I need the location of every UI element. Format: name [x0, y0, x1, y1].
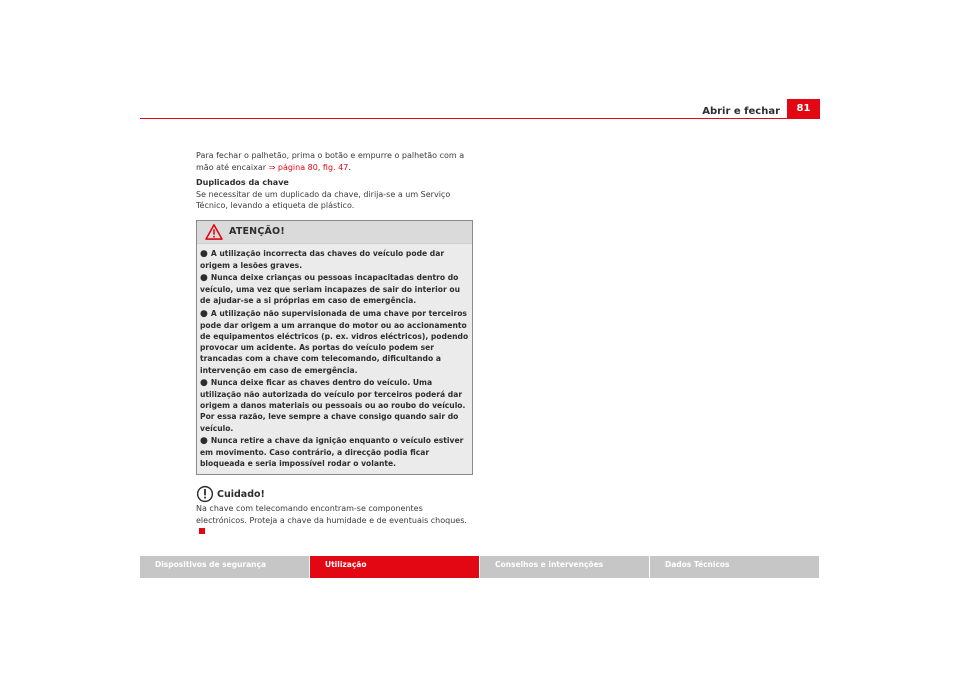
exclamation-circle-icon	[196, 485, 214, 503]
warning-item: ● Nunca deixe crianças ou pessoas incapacitadas dentro do veículo, uma vez que seriam incapazes de sair do interior ou de ajudar-se a si próprias em caso de emergência.	[200, 272, 461, 306]
footer-tab-tips[interactable]: Conselhos e intervenções	[480, 556, 649, 578]
caution-section	[196, 485, 473, 538]
bullet-icon: ●	[200, 308, 208, 319]
content-column	[196, 150, 473, 542]
intro-end: .	[348, 162, 351, 172]
bullet-icon: ●	[200, 272, 208, 283]
footer-tab-technical-data[interactable]: Dados Técnicos	[650, 556, 819, 578]
page-header-title: Abrir e fechar	[702, 106, 780, 117]
bullet-icon: ●	[200, 248, 208, 259]
caution-paragraph: Na chave com telecomando encontram-se componentes electrónicos. Proteja a chave da humidade e de eventuais choques.	[196, 503, 473, 538]
intro-paragraph	[196, 150, 473, 173]
warning-triangle-icon	[205, 224, 223, 240]
footer-tab-safety[interactable]: Dispositivos de segurança	[140, 556, 309, 578]
warning-box	[196, 220, 473, 476]
duplicates-heading: Duplicados da chave	[196, 178, 289, 187]
warning-header	[197, 221, 472, 244]
intro-text: Para fechar o palhetão, prima o botão e empurre o palhetão com a mão até encaixar	[196, 151, 465, 172]
warning-item: ● Nunca deixe ficar as chaves dentro do veículo. Uma utilização não autorizada do veículo por terceiros poderá dar origem a danos materiais ou pessoais ou ao roubo do veículo. Por essa razão, leve sempre a chave consigo quando sair do veículo.	[200, 377, 466, 433]
warning-item: ● A utilização incorrecta das chaves do veículo pode dar origem a lesões graves.	[200, 248, 445, 270]
warning-title: ATENÇÃO!	[229, 226, 285, 237]
page-number: 81	[787, 99, 820, 119]
end-of-section-icon	[199, 528, 205, 534]
bullet-icon: ●	[200, 435, 208, 446]
warning-item: ● A utilização não supervisionada de uma chave por terceiros pode dar origem a um arranque do motor ou ao accionamento de equipamentos eléctricos (p. ex. vidros eléctricos), podendo provocar um acidente. As portas do veículo podem ser trancadas com a chave com telecomando, dificultando a intervenção em caso de emergência.	[200, 308, 469, 375]
warning-list	[197, 244, 472, 475]
header-divider	[140, 118, 820, 119]
warning-item: ● Nunca retire a chave da ignição enquanto o veículo estiver em movimento. Caso contrário, a direcção podia ficar bloqueada e seria impossível rodar o volante.	[200, 435, 464, 469]
caution-header	[196, 485, 473, 503]
duplicates-paragraph: Se necessitar de um duplicado da chave, dirija-se a um Serviço Técnico, levando a etiqueta de plástico.	[196, 189, 451, 210]
page-reference-link[interactable]: ⇒ página 80, fig. 47	[268, 162, 349, 172]
caution-title: Cuidado!	[217, 488, 265, 500]
bullet-icon: ●	[200, 377, 208, 388]
footer-tab-operation[interactable]: Utilização	[310, 556, 479, 578]
footer-nav	[140, 556, 820, 578]
